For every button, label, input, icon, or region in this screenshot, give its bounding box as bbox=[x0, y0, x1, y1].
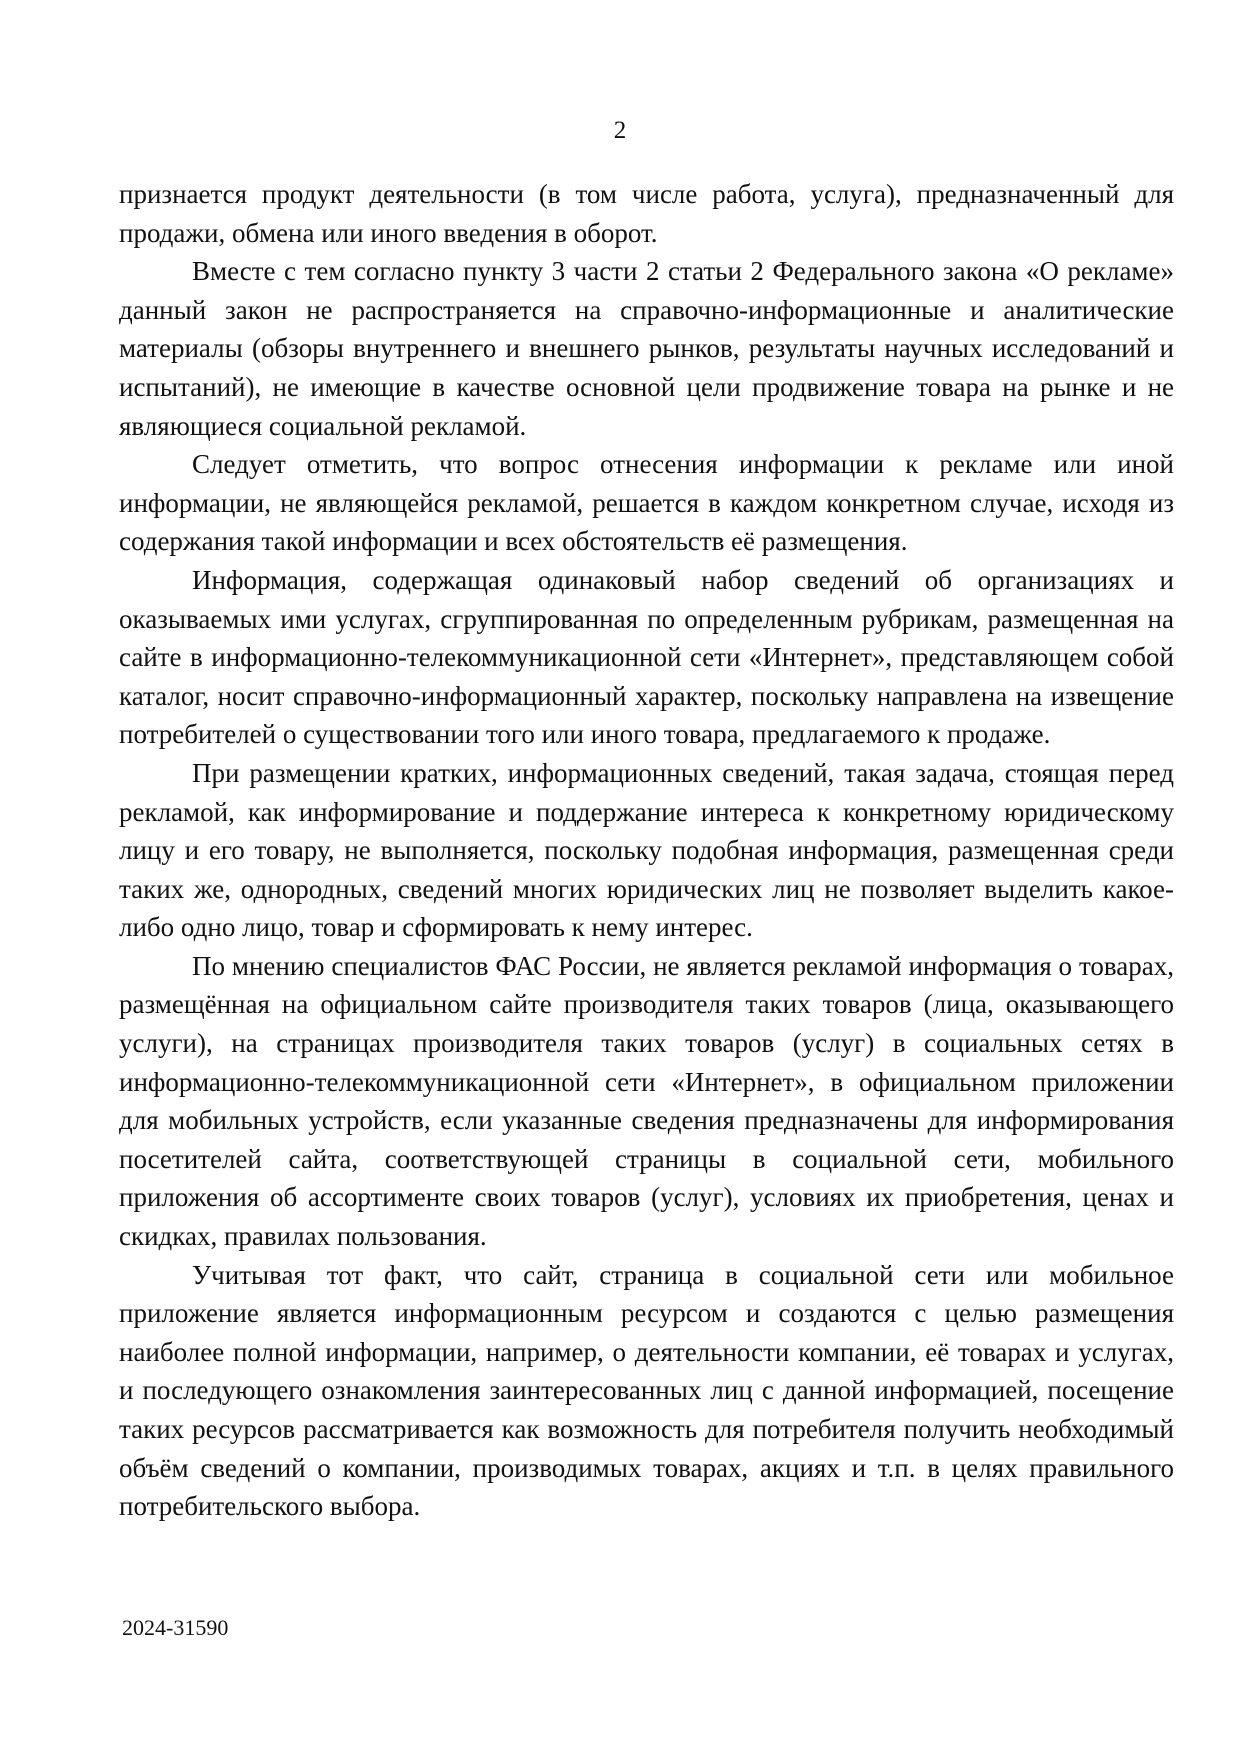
paragraph: Информация, содержащая одинаковый набор сведений об организациях и оказываемых ими услугах, сгруппированная по определенным рубрикам, размещенная на сайте в информационно-телекоммуникационной сети «Интернет», представляющем собой каталог, носит справочно-информационный характер, поскольку направлена на извещение потребителей о существовании того или иного товара, предлагаемого к продаже. bbox=[119, 564, 1174, 750]
paragraph: Учитывая тот факт, что сайт, страница в социальной сети или мобильное приложение является информационным ресурсом и создаются с целью размещения наиболее полной информации, например, о деятельности компании, её товарах и услугах, и последующего ознакомления заинтересованных лиц с данной информацией, посещение таких ресурсов рассматривается как возможность для потребителя получить необходимый объём сведений о компании, производимых товарах, акциях и т.п. в целях правильного потребительского выбора. bbox=[119, 1259, 1174, 1522]
paragraph: При размещении кратких, информационных сведений, такая задача, стоящая перед рекламой, как информирование и поддержание интереса к конкретному юридическому лицу и его товару, не выполняется, поскольку подобная информация, размещенная среди таких же, однородных, сведений многих юридических лиц не позволяет выделить какое-либо одно лицо, товар и сформировать к нему интерес. bbox=[119, 757, 1174, 943]
document-body bbox=[119, 175, 1174, 1526]
paragraph: По мнению специалистов ФАС России, не является рекламой информация о товарах, размещённая на официальном сайте производителя таких товаров (лица, оказывающего услуги), на страницах производителя таких товаров (услуг) в социальных сетях в информационно-телекоммуникационной сети «Интернет», в официальном приложении для мобильных устройств, если указанные сведения предназначены для информирования посетителей сайта, соответствующей страницы в социальной сети, мобильного приложения об ассортименте своих товаров (услуг), условиях их приобретения, ценах и скидках, правилах пользования. bbox=[119, 950, 1174, 1252]
paragraph: Следует отметить, что вопрос отнесения информации к рекламе или иной информации, не являющейся рекламой, решается в каждом конкретном случае, исходя из содержания такой информации и всех обстоятельств её размещения. bbox=[119, 449, 1174, 557]
paragraph: Вместе с тем согласно пункту 3 части 2 статьи 2 Федерального закона «О рекламе» данный закон не распространяется на справочно-информационные и аналитические материалы (обзоры внутреннего и внешнего рынков, результаты научных исследований и испытаний), не имеющие в качестве основной цели продвижение товара на рынке и не являющиеся социальной рекламой. bbox=[119, 256, 1174, 441]
page-number: 2 bbox=[613, 117, 627, 144]
paragraph-continuation: признается продукт деятельности (в том числе работа, услуга), предназначенный для продажи, обмена или иного введения в оборот. bbox=[119, 179, 1174, 248]
document-id: 2024-31590 bbox=[122, 1615, 229, 1640]
